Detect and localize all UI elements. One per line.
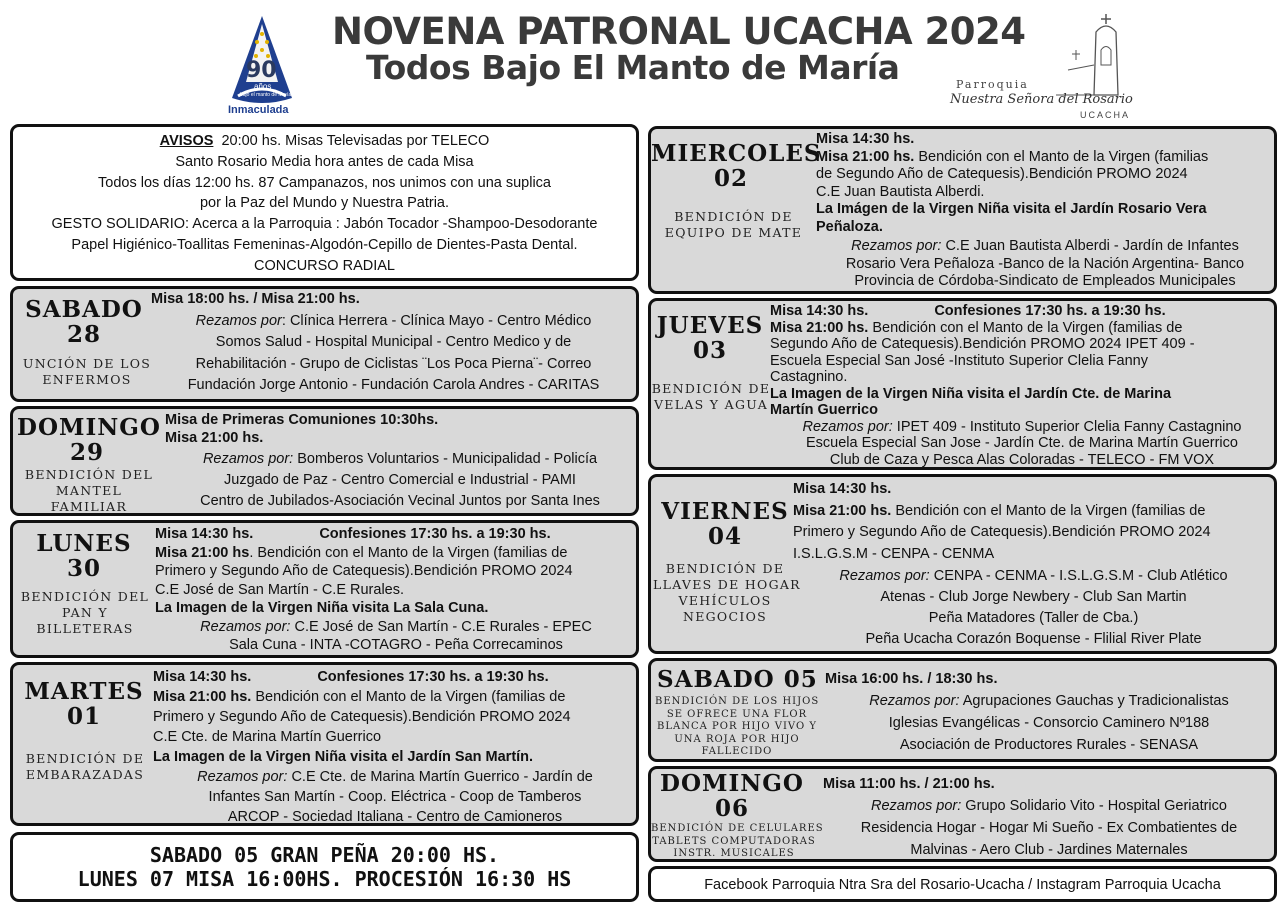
misa-text: Castagnino. <box>770 369 848 385</box>
blessing-text: BENDICIÓN DE <box>665 561 785 576</box>
rezamos-text: Juzgado de Paz - Centro Comercial e Industrial - PAMI <box>224 472 576 488</box>
rezamos-text: Iglesias Evangélicas - Consorcio Caminero Nº188 <box>888 715 1210 731</box>
rezamos-label: Rezamos por: <box>851 238 942 254</box>
blessing-text: VELAS Y AGUA <box>653 397 769 412</box>
day-box-viernes-04 <box>648 474 1277 654</box>
rezamos-text: Peña Matadores (Taller de Cba.) <box>928 609 1139 626</box>
blessing-text: FAMILIAR <box>50 499 128 514</box>
parish-logo-line2: Nuestra Señora del Rosario <box>950 92 1133 107</box>
misa-times: Misa 18:00 hs. / Misa 21:00 hs. <box>151 291 360 307</box>
day-name: DOMINGO <box>660 770 804 797</box>
day-name: SABADO 05 <box>657 666 818 693</box>
day-box-sabado-05 <box>648 658 1277 762</box>
rezamos-text: : Clínica Herrera - Clínica Mayo - Centro Médico <box>281 312 592 329</box>
day-number: 29 <box>69 439 104 466</box>
avisos-first: 20:00 hs. Misas Televisadas por TELECO <box>221 133 490 149</box>
confesiones: Confesiones 17:30 hs. a 19:30 hs. <box>934 303 1166 319</box>
day-box-miercoles-02 <box>648 126 1277 294</box>
misa-text: C.E José de San Martín - C.E Rurales. <box>155 581 405 598</box>
misa-text: Primero y Segundo Año de Catequesis).Bendición PROMO 2024 <box>793 524 1211 541</box>
misa-comuniones: Misa de Primeras Comuniones 10:30hs. <box>165 412 439 428</box>
rezamos-text: Asociación de Productores Rurales - SENASA <box>899 737 1199 753</box>
rezamos-text: Atenas - Club Jorge Newbery - Club San Martin <box>880 588 1187 605</box>
day-name: LUNES <box>36 530 132 557</box>
misa-times: Misa 21:00 hs. <box>165 429 264 446</box>
day-name: DOMINGO <box>17 414 161 441</box>
avisos-box <box>10 124 639 281</box>
rezamos-text: IPET 409 - Instituto Superior Clelia Fanny Castagnino <box>892 418 1242 435</box>
imagen-visita: La Imagen de la Virgen Niña visita el Jardín San Martín. <box>153 749 534 765</box>
misa-times: Misa 14:30 hs. <box>816 131 915 147</box>
rezamos-text: Residencia Hogar - Hogar Mi Sueño - Ex Combatientes de <box>860 820 1238 836</box>
rezamos-text: Peña Ucacha Corazón Boquense - Flilial River Plate <box>865 630 1202 647</box>
misa-text: Segundo Año de Catequesis).Bendición PROMO 2024 IPET 409 - <box>770 336 1195 352</box>
blessing-text: MANTEL <box>55 483 123 498</box>
rezamos-label: Rezamos por: <box>200 618 291 635</box>
avisos-first-line <box>13 131 636 152</box>
blessing-text: UNCIÓN DE LOS <box>22 356 152 371</box>
rezamos-text: C.E Juan Bautista Alberdi - Jardín de Infantes <box>941 238 1239 254</box>
blessing-text: BLANCA POR HIJO VIVO Y <box>657 721 817 732</box>
rezamos-text: Provincia de Córdoba-Sindicato de Empleados Municipales <box>854 273 1236 289</box>
day-number: 03 <box>692 337 727 364</box>
rezamos-text: Bomberos Voluntarios - Municipalidad - Policía <box>293 451 598 467</box>
misa-21-text: Bendición con el Manto de la Virgen (familias de <box>251 689 566 705</box>
blessing-text: EQUIPO DE MATE <box>664 225 803 240</box>
social-footer <box>648 866 1277 902</box>
rezamos-label: Rezamos por <box>195 312 282 329</box>
page-subtitle: Todos Bajo El Manto de María <box>366 48 900 87</box>
misa-21: Misa 21:00 hs <box>155 544 250 561</box>
day-box-domingo-29 <box>10 406 639 516</box>
church-sketch-icon <box>1046 10 1141 100</box>
blessing-text: BENDICIÓN DEL <box>24 467 154 482</box>
day-number: 06 <box>714 795 749 822</box>
day-number: 30 <box>66 555 101 582</box>
social-links: Facebook Parroquia Ntra Sra del Rosario-Ucacha / Instagram Parroquia Ucacha <box>704 877 1221 893</box>
rezamos-text: Somos Salud - Hospital Municipal - Centro Medico y de <box>215 334 572 350</box>
misa-text: Escuela Especial San José -Instituto Superior Clelia Fanny <box>770 352 1148 369</box>
blessing-text: VEHÍCULOS <box>678 593 772 608</box>
avisos-line: GESTO SOLIDARIO: Acerca a la Parroquia : Jabón Tocador -Shampoo-Desodorante <box>51 216 598 233</box>
day-box-jueves-03 <box>648 298 1277 470</box>
misa-21: Misa 21:00 hs. <box>153 689 252 705</box>
rezamos-label: Rezamos por: <box>839 567 930 584</box>
misa-times: Misa 16:00 hs. / 18:30 hs. <box>825 671 998 687</box>
misa-text: C.E Juan Bautista Alberdi. <box>816 183 985 200</box>
blessing-text: BENDICIÓN DE LOS HIJOS <box>655 696 820 707</box>
blessing-text: TABLETS COMPUTADORAS <box>652 835 816 847</box>
misa-21-text: Bendición con el Manto de la Virgen (familias <box>914 148 1209 165</box>
rezamos-text: Rosario Vera Peñaloza -Banco de la Nación Argentina- Banco <box>845 255 1245 272</box>
rezamos-text: C.E Cte. de Marina Martín Guerrico - Jardín de <box>287 769 593 785</box>
logo-number: 90 <box>246 58 277 83</box>
misa-text: de Segundo Año de Catequesis).Bendición PROMO 2024 <box>816 166 1188 182</box>
day-number: 04 <box>707 523 742 550</box>
parish-logo <box>946 10 1146 122</box>
day-box-domingo-06 <box>648 766 1277 862</box>
misa-21: Misa 21:00 hs. <box>793 502 892 519</box>
imagen-visita: La Imagen de la Virgen Niña visita el Jardín Cte. de Marina <box>770 385 1172 402</box>
rezamos-text: Club de Caza y Pesca Alas Coloradas - TELECO - FM VOX <box>829 451 1215 468</box>
blessing-text: BENDICIÓN DE CELULARES <box>651 823 824 834</box>
rezamos-text: ARCOP - Sociedad Italiana - Centro de Camioneros <box>227 809 563 825</box>
parish-logo-line1: Parroquia <box>956 78 1029 91</box>
misa-text: I.S.L.G.S.M - CENPA - CENMA <box>793 546 995 563</box>
logo-90-anos <box>226 12 298 118</box>
confesiones: Confesiones 17:30 hs. a 19:30 hs. <box>317 669 549 685</box>
misa-text: Primero y Segundo Año de Catequesis).Bendición PROMO 2024 <box>155 563 573 579</box>
blessing-text: UNA ROJA POR HIJO <box>674 733 800 745</box>
logo-name: Inmaculada <box>228 104 289 116</box>
rezamos-text: C.E José de San Martín - C.E Rurales - EPEC <box>290 618 592 635</box>
avisos-line: por la Paz del Mundo y Nuestra Patria. <box>199 195 450 212</box>
misa-21-text: . Bendición con el Manto de la Virgen (familias de <box>249 544 568 561</box>
rezamos-text: Fundación Jorge Antonio - Fundación Carola Andres - CARITAS <box>187 377 600 393</box>
day-number: 02 <box>713 165 748 192</box>
rezamos-text: Rehabilitación - Grupo de Ciclistas ¨Los Poca Pierna¨- Correo <box>195 355 592 372</box>
day-number: 01 <box>66 703 101 730</box>
rezamos-text: Sala Cuna - INTA -COTAGRO - Peña Correcaminos <box>229 637 563 653</box>
misa-times: Misa 11:00 hs. / 21:00 hs. <box>823 776 995 792</box>
day-name: JUEVES <box>656 312 764 339</box>
misa-times: Misa 14:30 hs. <box>770 303 869 319</box>
blessing-text: BENDICIÓN DE <box>25 751 145 766</box>
avisos-label: AVISOS <box>159 133 214 149</box>
misa-times: Misa 14:30 hs. <box>155 526 254 542</box>
logo-motto: bajo el manto de María <box>240 92 292 98</box>
day-box-lunes-30 <box>10 520 639 658</box>
rezamos-label: Rezamos por: <box>871 798 962 814</box>
logo-years: años <box>254 82 272 91</box>
blessing-text: BILLETERAS <box>36 621 134 636</box>
blessing-text: EMBARAZADAS <box>25 767 145 782</box>
misa-21: Misa 21:00 hs. <box>770 319 869 336</box>
rezamos-text: Agrupaciones Gauchas y Tradicionalistas <box>959 693 1229 709</box>
blessing-text: PAN Y <box>62 605 108 620</box>
misa-text: Primero y Segundo Año de Catequesis).Bendición PROMO 2024 <box>153 709 571 725</box>
blessing-text: SE OFRECE UNA FLOR <box>666 708 808 720</box>
imagen-visita: Martín Guerrico <box>770 402 878 418</box>
avisos-line: Santo Rosario Media hora antes de cada Misa <box>175 153 474 170</box>
blessing-text: NEGOCIOS <box>682 609 767 624</box>
misa-times: Misa 14:30 hs. <box>793 481 892 497</box>
day-box-sabado-28 <box>10 286 639 402</box>
parish-logo-line3: UCACHA <box>1080 110 1131 120</box>
misa-21-text: Bendición con el Manto de la Virgen (familias de <box>868 319 1183 336</box>
day-box-martes-01 <box>10 662 639 826</box>
banner-line: SABADO 05 GRAN PEÑA 20:00 HS. <box>149 843 500 867</box>
blessing-text: BENDICIÓN DE <box>651 381 771 396</box>
blessing-text: FALLECIDO <box>701 746 773 757</box>
misa-times: Misa 14:30 hs. <box>153 669 252 685</box>
banner-line: LUNES 07 MISA 16:00HS. PROCESIÓN 16:30 HS <box>77 867 572 891</box>
imagen-visita: La Imagen de la Virgen Niña visita La Sala Cuna. <box>155 600 489 616</box>
day-number: 28 <box>66 321 101 348</box>
confesiones: Confesiones 17:30 hs. a 19:30 hs. <box>319 526 551 542</box>
blessing-text: INSTR. MUSICALES <box>673 848 795 859</box>
rezamos-label: Rezamos por: <box>802 418 893 435</box>
rezamos-text: CENPA - CENMA - I.S.L.G.S.M - Club Atlético <box>929 567 1228 584</box>
avisos-line: CONCURSO RADIAL <box>254 257 395 274</box>
misa-text: C.E Cte. de Marina Martín Guerrico <box>153 729 382 745</box>
rezamos-text: Escuela Especial San Jose - Jardín Cte. de Marina Martín Guerrico <box>806 435 1238 451</box>
day-name: MARTES <box>24 678 144 705</box>
blessing-text: LLAVES DE HOGAR <box>653 577 801 592</box>
rezamos-text: Infantes San Martín - Coop. Eléctrica - Coop de Tamberos <box>208 789 582 805</box>
rezamos-text: Centro de Jubilados-Asociación Vecinal Juntos por Santa Ines <box>200 493 600 509</box>
imagen-visita: La Imágen de la Virgen Niña visita el Jardín Rosario Vera <box>816 201 1207 217</box>
rezamos-label: Rezamos por: <box>202 451 294 467</box>
rezamos-label: Rezamos por: <box>869 693 960 709</box>
announcement-banner <box>10 832 639 902</box>
day-name: SABADO <box>25 296 143 323</box>
blessing-text: BENDICIÓN DEL <box>20 589 150 604</box>
imagen-visita: Peñaloza. <box>816 218 883 235</box>
avisos-line: Todos los días 12:00 hs. 87 Campanazos, nos unimos con una suplica <box>98 174 551 191</box>
blessing-text: ENFERMOS <box>42 372 132 387</box>
avisos-line: Papel Higiénico-Toallitas Femeninas-Algodón-Cepillo de Dientes-Pasta Dental. <box>71 236 578 253</box>
page-title: NOVENA PATRONAL UCACHA 2024 <box>332 10 1026 53</box>
rezamos-label: Rezamos por: <box>197 769 288 785</box>
day-name: VIERNES <box>661 498 789 525</box>
day-name: MIERCOLES <box>651 140 822 167</box>
blessing-text: BENDICIÓN DE <box>674 209 793 224</box>
misa-21-text: Bendición con el Manto de la Virgen (familias de <box>891 502 1206 519</box>
rezamos-text: Malvinas - Aero Club - Jardines Maternales <box>910 842 1188 858</box>
misa-21: Misa 21:00 hs. <box>816 148 915 165</box>
rezamos-text: Grupo Solidario Vito - Hospital Geriatrico <box>961 798 1227 814</box>
